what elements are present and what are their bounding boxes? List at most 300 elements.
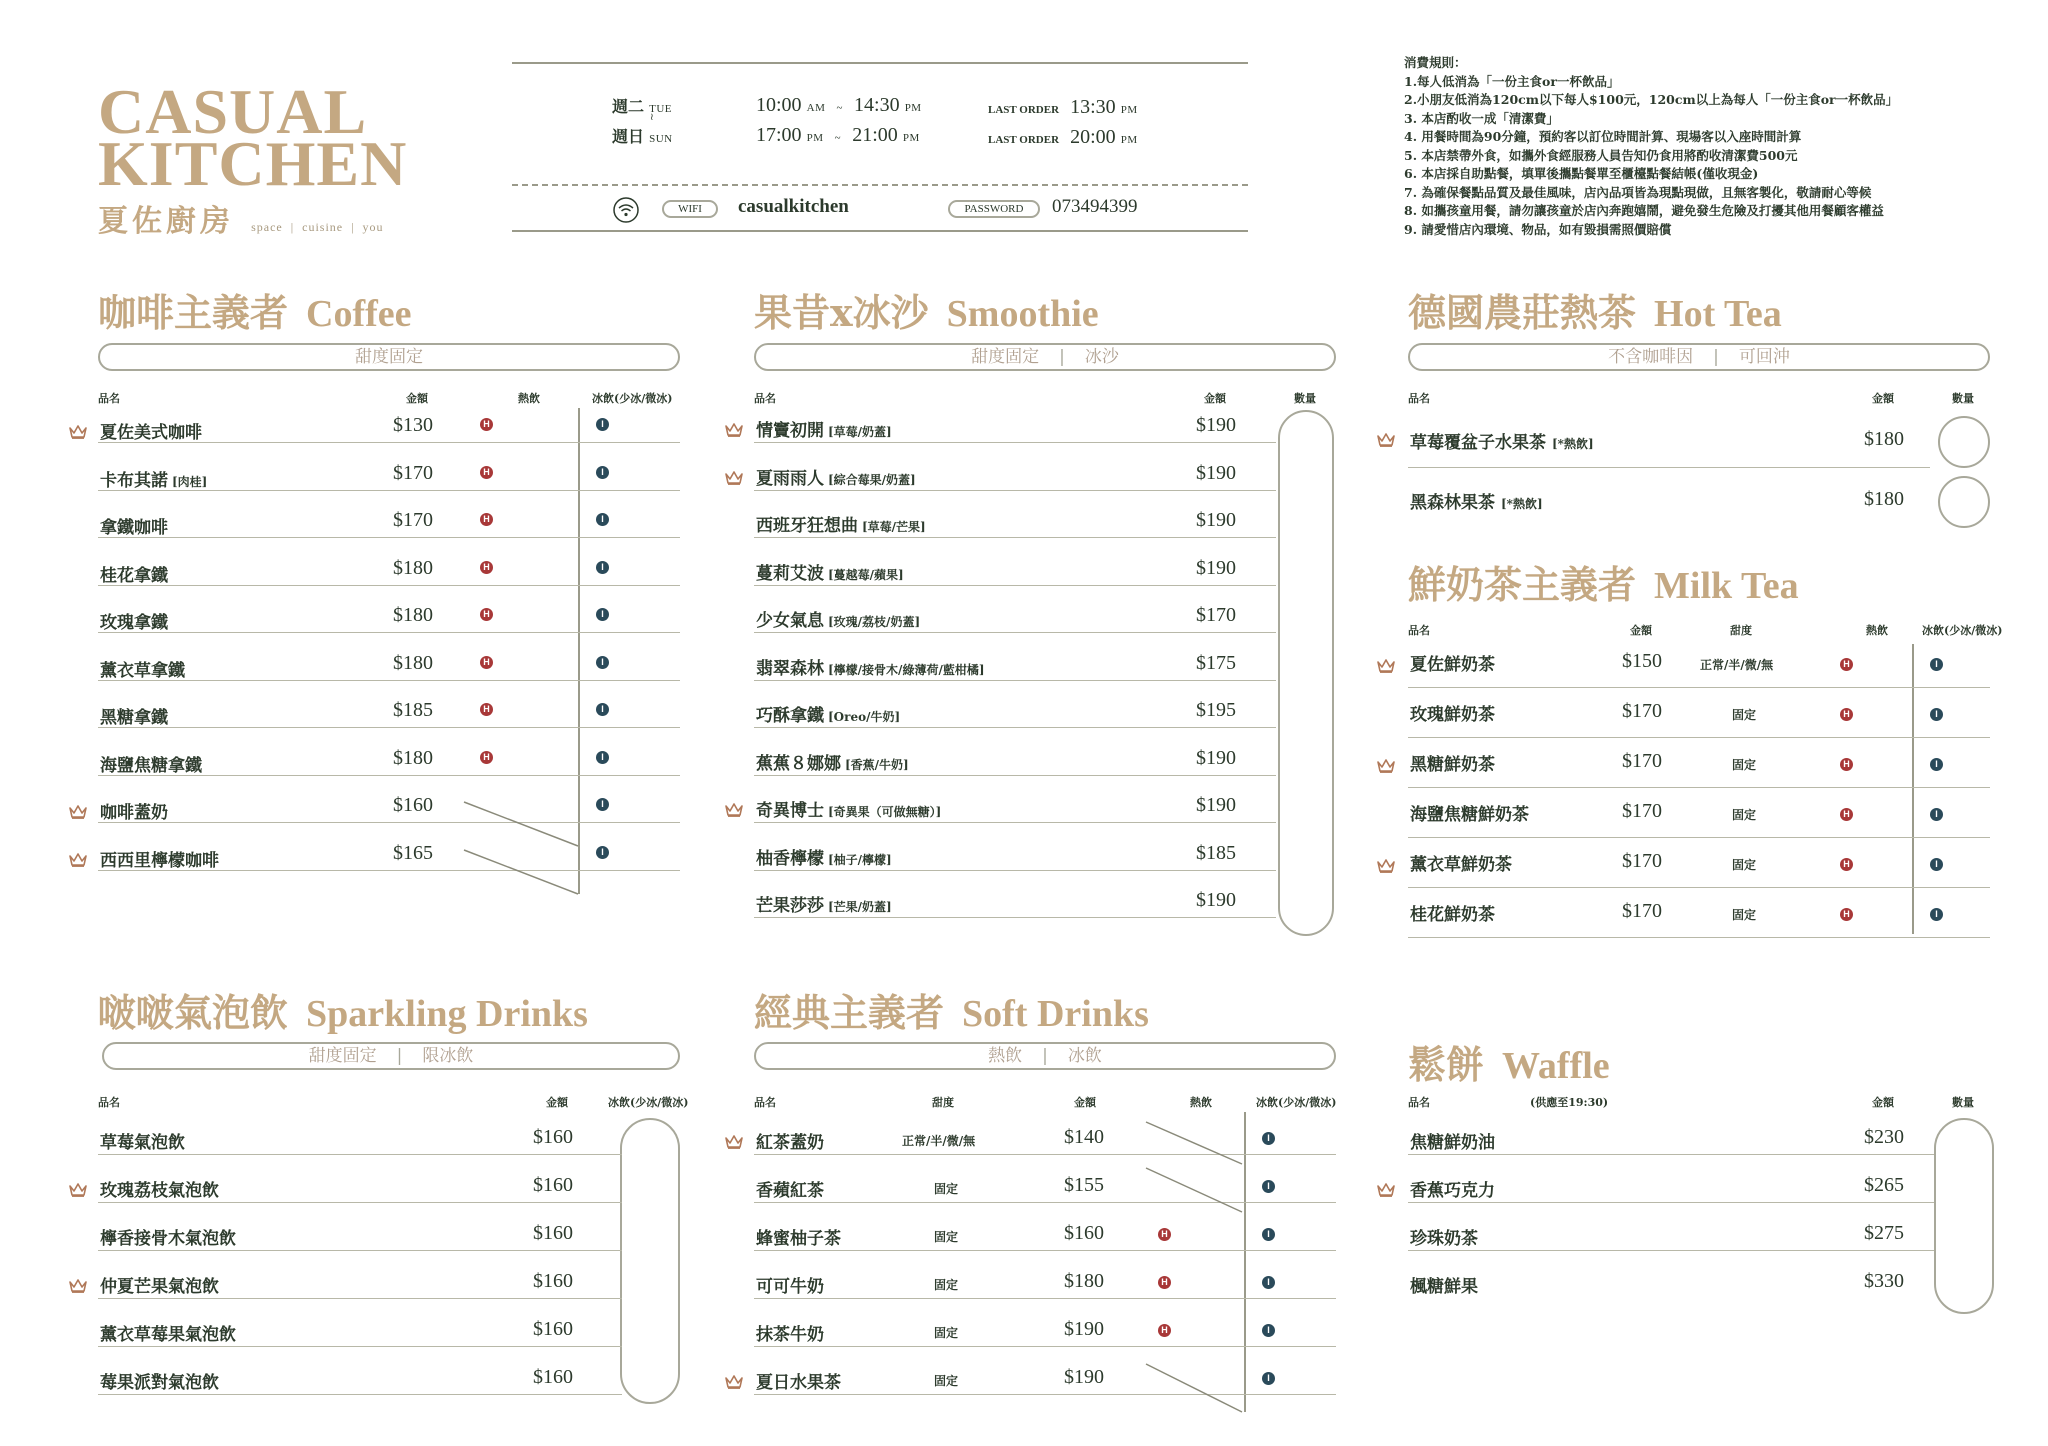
milktea-title — [1408, 554, 1799, 609]
coffee-item-name — [100, 418, 202, 443]
smoothie-item-name — [756, 891, 892, 916]
item-sub: [蔓越莓/蘋果] — [828, 567, 904, 582]
hot-badge-icon[interactable]: H — [1158, 1276, 1171, 1289]
brand-tagline: space | cuisine | you — [251, 220, 384, 234]
crown-icon — [725, 1134, 743, 1148]
smoothie-item-price: $190 — [1196, 414, 1236, 436]
tilde: ~ — [834, 132, 842, 144]
rule-item: 6. 本店採自助點餐，填單後攜點餐單至櫃檯點餐結帳(僅收現金) — [1404, 166, 1759, 181]
smoothie-item-price: $175 — [1196, 651, 1236, 674]
item-sub: [*熱飲] — [1552, 437, 1594, 451]
rule-item: 7. 為確保餐點品質及最佳風味，店內品項皆為現點現做，且無客製化，敬請耐心等候 — [1404, 184, 1872, 200]
coffee-item-name — [100, 751, 202, 776]
hottea-qty-circle[interactable] — [1938, 476, 1990, 528]
ice-badge-icon[interactable]: I — [1262, 1180, 1275, 1193]
item-name: 海鹽焦糖拿鐵 — [100, 755, 202, 776]
softdrinks-option: 熱飲 — [988, 1046, 1023, 1066]
ice-badge-icon[interactable]: I — [596, 751, 609, 764]
smoothie-header-name: 品名 — [754, 392, 776, 405]
coffee-item-name — [100, 656, 185, 681]
hot-badge-icon[interactable]: H — [480, 513, 493, 526]
item-name: 巧酥拿鐵 — [756, 706, 824, 726]
last-order-label: LAST ORDER — [988, 104, 1060, 116]
item-name: 玫瑰拿鐵 — [100, 613, 168, 633]
milktea-item-row[interactable] — [1408, 740, 1990, 788]
item-name: 卡布其諾 — [100, 470, 168, 491]
hours-top-line — [512, 62, 1248, 64]
item-sub: [*熱飲] — [1501, 497, 1543, 511]
hot-badge-icon[interactable]: H — [480, 656, 493, 669]
smoothie-title-en: Smoothie — [946, 293, 1099, 335]
ampm: PM — [902, 132, 920, 144]
milktea-item-name: 玫瑰鮮奶茶 — [1410, 705, 1495, 725]
ampm: PM — [1120, 134, 1138, 146]
milktea-item-name: 薰衣草鮮奶茶 — [1410, 855, 1512, 875]
hottea-qty-circle[interactable] — [1938, 416, 1990, 468]
hot-badge-icon[interactable]: H — [1840, 758, 1853, 771]
close-time-1: 14:30 — [854, 94, 900, 116]
softdrinks-item-name: 夏日水果茶 — [756, 1373, 841, 1393]
milktea-header-hot: 熱飲 — [1866, 624, 1888, 637]
brand-line2: KITCHEN — [98, 128, 408, 199]
coffee-item-price: $165 — [393, 841, 433, 864]
sparkling-item-name: 薰衣草莓果氣泡飲 — [100, 1325, 236, 1345]
hot-badge-icon[interactable]: H — [1840, 858, 1853, 871]
coffee-item-name — [100, 703, 168, 728]
hot-badge-icon[interactable]: H — [480, 466, 493, 479]
hottea-item-price: $180 — [1864, 488, 1904, 510]
brand-line1: CASUAL — [98, 76, 368, 147]
hours-row1 — [612, 94, 672, 117]
coffee-header-price: 金額 — [406, 392, 428, 405]
milktea-item-price: $170 — [1622, 850, 1662, 872]
rule-item: 8. 如攜孩童用餐，請勿讓孩童於店內奔跑嬉鬧，避免發生危險及打擾其他用餐顧客權益 — [1404, 203, 1884, 218]
coffee-item-row[interactable] — [98, 634, 680, 681]
smoothie-item-name — [756, 416, 892, 441]
hottea-header-price: 金額 — [1872, 392, 1894, 405]
softdrinks-header-ice: 冰飲(少冰/微冰) — [1256, 1096, 1337, 1109]
coffee-option: 甜度固定 — [355, 347, 423, 367]
smoothie-item-name — [756, 464, 916, 489]
milktea-item-sweetness: 正常/半/微/無 — [1700, 658, 1774, 672]
coffee-item-price: $180 — [393, 651, 433, 674]
item-name: 情竇初開 — [756, 421, 824, 441]
ice-badge-icon[interactable]: I — [1930, 908, 1943, 921]
milktea-item-name: 桂花鮮奶茶 — [1410, 905, 1495, 925]
close-time-2: 21:00 — [852, 124, 898, 146]
ice-badge-icon[interactable]: I — [1262, 1324, 1275, 1337]
softdrinks-header-sweet: 甜度 — [932, 1096, 954, 1109]
softdrinks-item-name: 紅茶蓋奶 — [756, 1133, 824, 1153]
sparkling-header-ice: 冰飲(少冰/微冰) — [608, 1096, 689, 1109]
softdrinks-item-row[interactable] — [754, 1252, 1336, 1299]
softdrinks-option: 冰飲 — [1067, 1046, 1102, 1066]
day-tue: 週二 — [612, 97, 645, 116]
waffle-header-price: 金額 — [1872, 1096, 1894, 1109]
wifi-icon — [612, 196, 640, 224]
item-sub: [草莓/奶蓋] — [828, 425, 892, 439]
crown-icon — [1377, 758, 1395, 772]
coffee-item-price: $180 — [393, 556, 433, 579]
item-name: 芒果莎莎 — [756, 896, 824, 916]
item-sub: [綜合莓果/奶蓋] — [828, 472, 916, 487]
sparkling-title — [98, 982, 588, 1037]
softdrinks-item-row[interactable] — [754, 1156, 1336, 1203]
milktea-item-row[interactable] — [1408, 640, 1990, 688]
softdrinks-item-sweetness: 固定 — [934, 1182, 959, 1196]
smoothie-item-price: $190 — [1196, 509, 1236, 531]
item-name: 西西里檸檬咖啡 — [100, 850, 219, 871]
coffee-item-row[interactable] — [98, 586, 680, 633]
milktea-title-zh: 鮮奶茶主義者 — [1408, 562, 1637, 607]
item-name: 拿鐵咖啡 — [100, 518, 168, 538]
tilde: ~ — [836, 102, 843, 114]
coffee-item-name — [100, 798, 168, 823]
waffle-header-note: (供應至19:30) — [1530, 1096, 1609, 1109]
item-name: 柚香檸檬 — [756, 848, 824, 869]
milktea-item-price: $170 — [1622, 800, 1662, 822]
milktea-item-name: 黑糖鮮奶茶 — [1410, 755, 1495, 775]
milktea-item-sweetness: 固定 — [1732, 858, 1757, 872]
hottea-header-name: 品名 — [1408, 392, 1430, 405]
rule-item: 5. 本店禁帶外食，如攜外食經服務人員告知仍食用將酌收清潔費500元 — [1404, 147, 1798, 163]
sparkling-item-price: $160 — [533, 1318, 573, 1340]
waffle-item-row[interactable] — [1408, 1204, 1934, 1251]
ice-badge-icon[interactable]: I — [1930, 808, 1943, 821]
waffle-item-row[interactable] — [1408, 1252, 1934, 1299]
coffee-header-name: 品名 — [98, 392, 120, 405]
waffle-qty-capsule[interactable] — [1934, 1118, 1994, 1314]
milktea-header-sweet: 甜度 — [1730, 624, 1752, 637]
hot-badge-icon[interactable]: H — [1840, 708, 1853, 721]
hot-badge-icon[interactable]: H — [1840, 908, 1853, 921]
wifi-password: 073494399 — [1052, 196, 1138, 217]
hottea-item-name — [1410, 428, 1594, 453]
sparkling-item-name: 玫瑰荔枝氣泡飲 — [100, 1181, 219, 1201]
day-sun-en: SUN — [649, 133, 673, 145]
item-name: 草莓覆盆子水果茶 — [1410, 433, 1546, 453]
separator: | — [1042, 1046, 1048, 1066]
softdrinks-item-price: $140 — [1064, 1126, 1104, 1148]
last-order-label: LAST ORDER — [988, 134, 1060, 146]
item-name: 翡翠森林 — [756, 658, 824, 679]
ice-badge-icon[interactable]: I — [596, 798, 609, 811]
milktea-item-sweetness: 固定 — [1732, 908, 1757, 922]
softdrinks-header-hot: 熱飲 — [1190, 1096, 1212, 1109]
item-sub: [草莓/芒果] — [862, 520, 926, 534]
milktea-item-price: $170 — [1622, 900, 1662, 922]
item-sub: [奇異果（可做無糖）] — [828, 805, 942, 819]
waffle-item-price: $230 — [1864, 1126, 1904, 1148]
smoothie-item-name — [756, 606, 920, 631]
crown-icon — [725, 1374, 743, 1388]
sparkling-title-en: Sparkling Drinks — [306, 993, 588, 1035]
item-name: 蕉蕉８娜娜 — [756, 753, 841, 774]
hottea-options-bar — [1408, 343, 1990, 371]
ampm: AM — [806, 102, 826, 114]
milktea-header-name: 品名 — [1408, 624, 1430, 637]
coffee-title-zh: 咖啡主義者 — [98, 290, 289, 335]
softdrinks-item-row[interactable] — [754, 1108, 1336, 1155]
coffee-item-row[interactable] — [98, 681, 680, 728]
ice-badge-icon[interactable]: I — [1262, 1228, 1275, 1241]
item-name: 夏雨雨人 — [756, 468, 824, 489]
hot-badge-icon[interactable]: H — [480, 418, 493, 431]
waffle-item-price: $330 — [1864, 1270, 1904, 1292]
ice-badge-icon[interactable]: I — [1262, 1372, 1275, 1385]
hot-badge-icon[interactable]: H — [1840, 658, 1853, 671]
softdrinks-options-bar — [754, 1042, 1336, 1070]
sparkling-title-zh: 啵啵氣泡飲 — [98, 990, 289, 1035]
coffee-title — [98, 282, 412, 337]
sparkling-item-name: 檸香接骨木氣泡飲 — [100, 1229, 236, 1249]
waffle-item-price: $265 — [1864, 1174, 1904, 1196]
hottea-item-price: $180 — [1864, 428, 1904, 450]
waffle-title-en: Waffle — [1502, 1045, 1610, 1087]
sparkling-ice-capsule[interactable] — [620, 1118, 680, 1404]
milktea-item-sweetness: 固定 — [1732, 808, 1757, 822]
hottea-title — [1408, 282, 1782, 337]
ice-badge-icon[interactable]: I — [596, 608, 609, 621]
softdrinks-item-price: $190 — [1064, 1318, 1104, 1340]
coffee-options-bar — [98, 343, 680, 371]
smoothie-item-name — [756, 559, 904, 584]
password-label: PASSWORD — [948, 200, 1040, 218]
coffee-title-en: Coffee — [306, 293, 412, 335]
ampm: PM — [806, 132, 824, 144]
item-sub: [肉桂] — [172, 474, 208, 489]
coffee-item-price: $180 — [393, 604, 433, 626]
softdrinks-item-price: $160 — [1064, 1222, 1104, 1244]
item-name: 西班牙狂想曲 — [756, 516, 858, 536]
smoothie-item-name — [756, 844, 892, 869]
sparkling-item-name: 草莓氣泡飲 — [100, 1133, 185, 1153]
sparkling-item-price: $160 — [533, 1174, 573, 1196]
crown-icon — [1377, 432, 1395, 446]
crown-icon — [725, 470, 743, 484]
waffle-header-name: 品名 — [1408, 1096, 1430, 1109]
smoothie-item-name — [756, 749, 909, 774]
crown-icon — [1377, 658, 1395, 672]
crown-icon — [69, 424, 87, 438]
item-sub: [Oreo/牛奶] — [828, 710, 901, 724]
smoothie-options-bar — [754, 343, 1336, 371]
rules-title: 消費規則： — [1404, 55, 1467, 70]
smoothie-item-price: $190 — [1196, 461, 1236, 484]
softdrinks-item-sweetness: 固定 — [934, 1230, 959, 1244]
item-name: 桂花拿鐵 — [100, 565, 168, 586]
separator: | — [1713, 347, 1719, 367]
brand-logo — [98, 76, 408, 240]
crown-icon — [1377, 1182, 1395, 1196]
coffee-item-name — [100, 846, 219, 871]
hottea-option: 可回沖 — [1738, 347, 1790, 367]
ice-badge-icon[interactable]: I — [596, 656, 609, 669]
milktea-item-name: 海鹽焦糖鮮奶茶 — [1410, 805, 1529, 825]
coffee-item-name — [100, 513, 168, 538]
smoothie-item-price: $185 — [1196, 841, 1236, 864]
softdrinks-title — [754, 982, 1149, 1037]
ampm: PM — [904, 102, 922, 114]
separator: | — [1059, 347, 1065, 367]
ice-badge-icon[interactable]: I — [596, 466, 609, 479]
day-sun: 週日 — [612, 127, 645, 146]
waffle-item-name: 焦糖鮮奶油 — [1410, 1133, 1495, 1153]
softdrinks-item-price: $190 — [1064, 1366, 1104, 1388]
smoothie-option: 甜度固定 — [971, 347, 1040, 367]
milktea-header-price: 金額 — [1630, 624, 1652, 637]
smoothie-item-name — [756, 701, 900, 726]
open-time-2: 17:00 — [756, 124, 802, 146]
rules-block — [1404, 54, 2024, 239]
coffee-no-hot-slash — [462, 800, 580, 896]
coffee-header-hot: 熱飲 — [518, 392, 540, 405]
hours-dashed-divider — [512, 184, 1248, 186]
sparkling-item-price: $160 — [533, 1366, 573, 1388]
item-name: 黑森林果茶 — [1410, 493, 1495, 513]
item-name: 薰衣草拿鐵 — [100, 660, 185, 681]
softdrinks-item-name: 香蘋紅茶 — [756, 1181, 824, 1201]
smoothie-title-zh: 果昔x冰沙 — [754, 290, 929, 335]
smoothie-item-price: $195 — [1196, 699, 1236, 721]
ampm: PM — [1120, 104, 1138, 116]
item-sub: [香蕉/牛奶] — [845, 757, 909, 772]
coffee-item-price: $160 — [393, 794, 433, 816]
hottea-item-name — [1410, 488, 1543, 513]
softdrinks-title-zh: 經典主義者 — [754, 990, 945, 1035]
sparkling-options-bar — [102, 1042, 680, 1070]
hours-block: 週二 TUE ≀ 週日 SUN 10:00 AM ~ 14:30 PM 17:00 PM ~ 21:00 PM LAST ORDER 13:30 PM LAST ORDER 20:00 PM — [612, 94, 1138, 148]
item-name: 少女氣息 — [756, 611, 824, 631]
smoothie-item-price: $190 — [1196, 746, 1236, 769]
coffee-item-row[interactable] — [98, 776, 680, 823]
smoothie-option: 冰沙 — [1084, 347, 1119, 367]
smoothie-item-name — [756, 511, 926, 536]
softdrinks-item-row[interactable] — [754, 1348, 1336, 1395]
coffee-item-name — [100, 561, 168, 586]
sparkling-option: 限冰飲 — [422, 1046, 474, 1066]
smoothie-qty-capsule[interactable] — [1278, 410, 1334, 936]
wifi-ssid: casualkitchen — [738, 196, 849, 217]
hottea-option: 不含咖啡因 — [1608, 347, 1694, 367]
rule-item: 3. 本店酌收一成「清潔費」 — [1404, 110, 1559, 126]
hours-row2 — [612, 124, 673, 147]
milktea-item-row[interactable] — [1408, 890, 1990, 938]
smoothie-item-name — [756, 796, 941, 821]
softdrinks-item-sweetness: 固定 — [934, 1326, 959, 1340]
item-name: 黑糖拿鐵 — [100, 708, 168, 728]
ice-badge-icon[interactable]: I — [596, 513, 609, 526]
ice-badge-icon[interactable]: I — [596, 418, 609, 431]
milktea-title-en: Milk Tea — [1654, 565, 1799, 607]
hot-badge-icon[interactable]: H — [1158, 1324, 1171, 1337]
hottea-header-qty: 數量 — [1952, 392, 1974, 405]
item-name: 夏佐美式咖啡 — [100, 423, 202, 443]
coffee-item-row[interactable] — [98, 539, 680, 586]
milktea-item-sweetness: 固定 — [1732, 708, 1757, 722]
waffle-item-price: $275 — [1864, 1222, 1904, 1244]
rule-item: 4. 用餐時間為90分鐘，預約客以訂位時間計算、現場客以入座時間計算 — [1404, 129, 1802, 144]
softdrinks-item-name: 可可牛奶 — [756, 1277, 824, 1297]
ice-badge-icon[interactable]: I — [596, 846, 609, 859]
hot-badge-icon[interactable]: H — [480, 608, 493, 621]
softdrinks-item-name: 蜂蜜柚子茶 — [756, 1229, 841, 1249]
wifi-label: WIFI — [662, 200, 718, 218]
milktea-item-sweetness: 固定 — [1732, 758, 1757, 772]
coffee-item-name — [100, 466, 207, 491]
last-order-1: 13:30 — [1070, 96, 1116, 118]
softdrinks-item-sweetness: 固定 — [934, 1374, 959, 1388]
milktea-item-name: 夏佐鮮奶茶 — [1410, 655, 1495, 675]
crown-icon — [69, 804, 87, 818]
hot-badge-icon[interactable]: H — [480, 703, 493, 716]
softdrinks-item-row[interactable] — [754, 1300, 1336, 1347]
day-tue-en: TUE — [649, 103, 672, 115]
smoothie-item-name — [756, 654, 985, 679]
hot-badge-icon[interactable]: H — [480, 751, 493, 764]
hot-badge-icon[interactable]: H — [1158, 1228, 1171, 1241]
crown-icon — [69, 1182, 87, 1196]
coffee-item-row[interactable] — [98, 491, 680, 538]
milktea-item-price: $170 — [1622, 750, 1662, 772]
sparkling-item-name: 莓果派對氣泡飲 — [100, 1373, 219, 1393]
softdrinks-item-row[interactable] — [754, 1204, 1336, 1251]
milktea-item-row[interactable] — [1408, 690, 1990, 738]
rule-item: 9. 請愛惜店內環境、物品，如有毀損需照價賠償 — [1404, 221, 1672, 237]
item-sub: [芒果/奶蓋] — [828, 900, 892, 914]
smoothie-header-qty: 數量 — [1294, 392, 1316, 405]
hot-badge-icon[interactable]: H — [1840, 808, 1853, 821]
last-order-2: 20:00 — [1070, 126, 1116, 148]
coffee-item-price: $185 — [393, 699, 433, 721]
sparkling-header-price: 金額 — [546, 1096, 568, 1109]
smoothie-header-price: 金額 — [1204, 392, 1226, 405]
smoothie-item-price: $190 — [1196, 556, 1236, 579]
softdrinks-item-price: $180 — [1064, 1270, 1104, 1292]
ice-badge-icon[interactable]: I — [596, 561, 609, 574]
ice-badge-icon[interactable]: I — [1262, 1276, 1275, 1289]
coffee-item-price: $130 — [393, 414, 433, 436]
waffle-item-name: 香蕉巧克力 — [1410, 1181, 1495, 1201]
ice-badge-icon[interactable]: I — [1262, 1132, 1275, 1145]
waffle-item-name: 楓糖鮮果 — [1410, 1277, 1478, 1297]
item-name: 奇異博士 — [756, 801, 824, 821]
softdrinks-no-hot-slash — [1144, 1120, 1244, 1420]
rule-item: 1.每人低消為「一份主食or一杯飲品」 — [1404, 73, 1620, 89]
softdrinks-header-price: 金額 — [1074, 1096, 1096, 1109]
softdrinks-item-name: 抹茶牛奶 — [756, 1325, 824, 1345]
crown-icon — [725, 802, 743, 816]
hours-bottom-line — [512, 230, 1248, 232]
rule-item: 2.小朋友低消為120cm以下每人$100元，120cm以上為每人「一份主食or一杯飲品」 — [1404, 92, 1899, 107]
ice-badge-icon[interactable]: I — [1930, 758, 1943, 771]
sparkling-item-price: $160 — [533, 1126, 573, 1148]
coffee-item-price: $180 — [393, 746, 433, 769]
ice-badge-icon[interactable]: I — [596, 703, 609, 716]
softdrinks-item-price: $155 — [1064, 1174, 1104, 1196]
ice-badge-icon[interactable]: I — [1930, 658, 1943, 671]
item-sub: [檸檬/接骨木/綠薄荷/藍柑橘] — [828, 662, 985, 677]
smoothie-item-price: $170 — [1196, 604, 1236, 626]
ice-badge-icon[interactable]: I — [1930, 858, 1943, 871]
smoothie-title — [754, 282, 1099, 337]
ice-badge-icon[interactable]: I — [1930, 708, 1943, 721]
sparkling-item-price: $160 — [533, 1270, 573, 1292]
hot-badge-icon[interactable]: H — [480, 561, 493, 574]
waffle-header-qty: 數量 — [1952, 1096, 1974, 1109]
item-sub: [玫瑰/荔枝/奶蓋] — [828, 615, 921, 629]
softdrinks-header-name: 品名 — [754, 1096, 776, 1109]
